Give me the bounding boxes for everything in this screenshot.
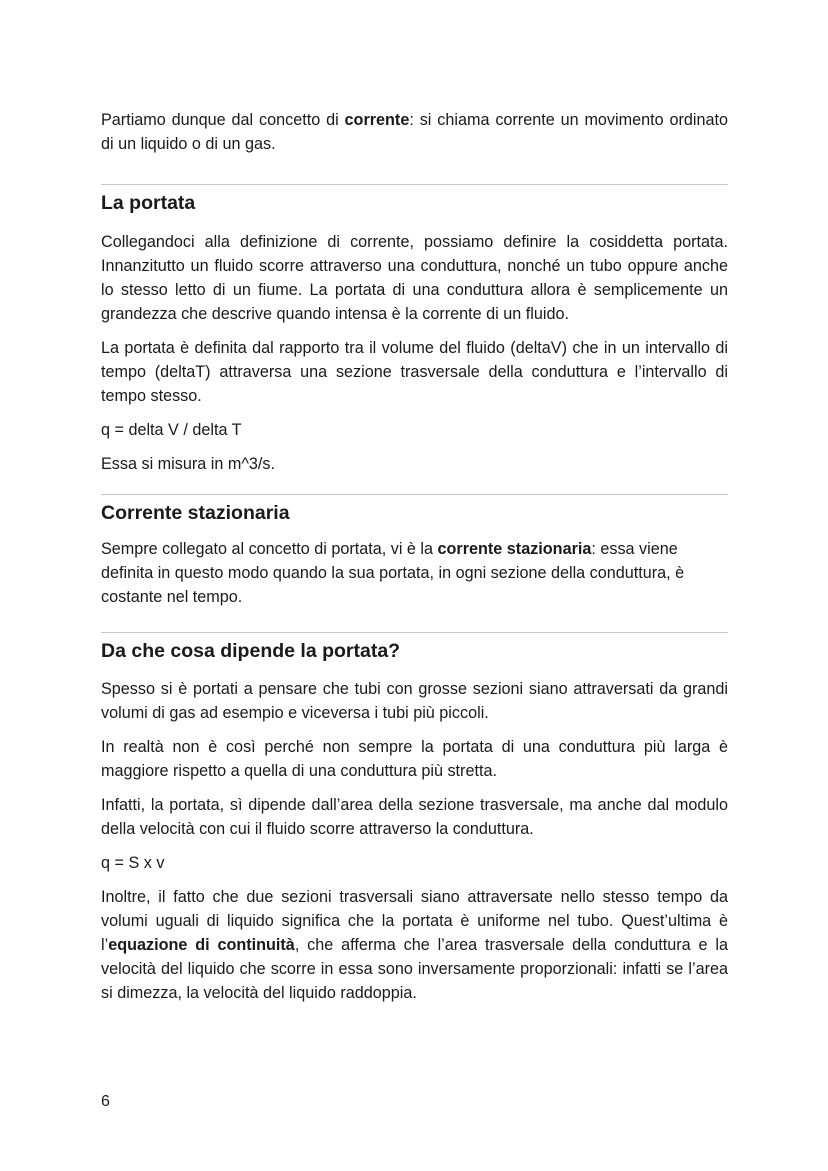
corrente-stazionaria-paragraph: Sempre collegato al concetto di portata, vi è la corrente stazionaria: essa viene definita in questo modo quando la sua portata, in ogni sezione della conduttura, è costante nel tempo. (101, 540, 685, 606)
section-title-corrente-stazionaria: Corrente stazionaria (101, 502, 290, 524)
term-corrente-stazionaria: corrente stazionaria (437, 540, 592, 558)
dipendenza-paragraph-2: In realtà non è così perché non sempre la portata di una conduttura più larga è maggiore rispetto a quella di una conduttura più stretta. (101, 738, 728, 780)
dipendenza-paragraph-4: Inoltre, il fatto che due sezioni trasversali siano attraversate nello stesso tempo da volumi uguali di liquido significa che la portata è uniforme nel tubo. Quest’ultima è l’equazione di continuità, che afferma che l’area trasversale della conduttura e la velocità del liquido che scorre in essa sono inversamente proporzionali: infatti se l’area si dimezza, la velocità del liquido raddoppia. (101, 888, 728, 1002)
dipendenza-formula: q = S x v (101, 854, 165, 872)
portata-paragraph-1: Collegandoci alla definizione di corrente, possiamo definire la cosiddetta portata. Innanzitutto un fluido scorre attraverso una conduttura, nonché un tubo oppure anche lo stesso letto di un fiume. La portata di una conduttura allora è semplicemente un grandezza che descrive quando intensa è la corrente di un fluido. (101, 233, 728, 323)
dipendenza-paragraph-3: Infatti, la portata, sì dipende dall’area della sezione trasversale, ma anche dal modulo della velocità con cui il fluido scorre attraverso la conduttura. (101, 796, 728, 838)
portata-paragraph-2: La portata è definita dal rapporto tra il volume del fluido (deltaV) che in un intervallo di tempo (deltaT) attraversa una sezione trasversale della conduttura e l’intervallo di tempo stesso. (101, 339, 728, 405)
portata-unit: Essa si misura in m^3/s. (101, 455, 276, 473)
section-title-dipendenza: Da che cosa dipende la portata? (101, 640, 401, 662)
term-equazione-continuita: equazione di continuità (108, 936, 295, 954)
intro-paragraph: Partiamo dunque dal concetto di corrente: si chiama corrente un movimento ordinato di un liquido o di un gas. (101, 111, 728, 153)
dipendenza-paragraph-1: Spesso si è portati a pensare che tubi con grosse sezioni siano attraversati da grandi volumi di gas ad esempio e viceversa i tubi più piccoli. (101, 680, 728, 722)
portata-formula: q = delta V / delta T (101, 421, 242, 439)
section-title-portata: La portata (101, 192, 196, 214)
page-number: 6 (101, 1093, 110, 1110)
term-corrente: corrente (344, 111, 410, 129)
document-body (101, 108, 728, 1005)
